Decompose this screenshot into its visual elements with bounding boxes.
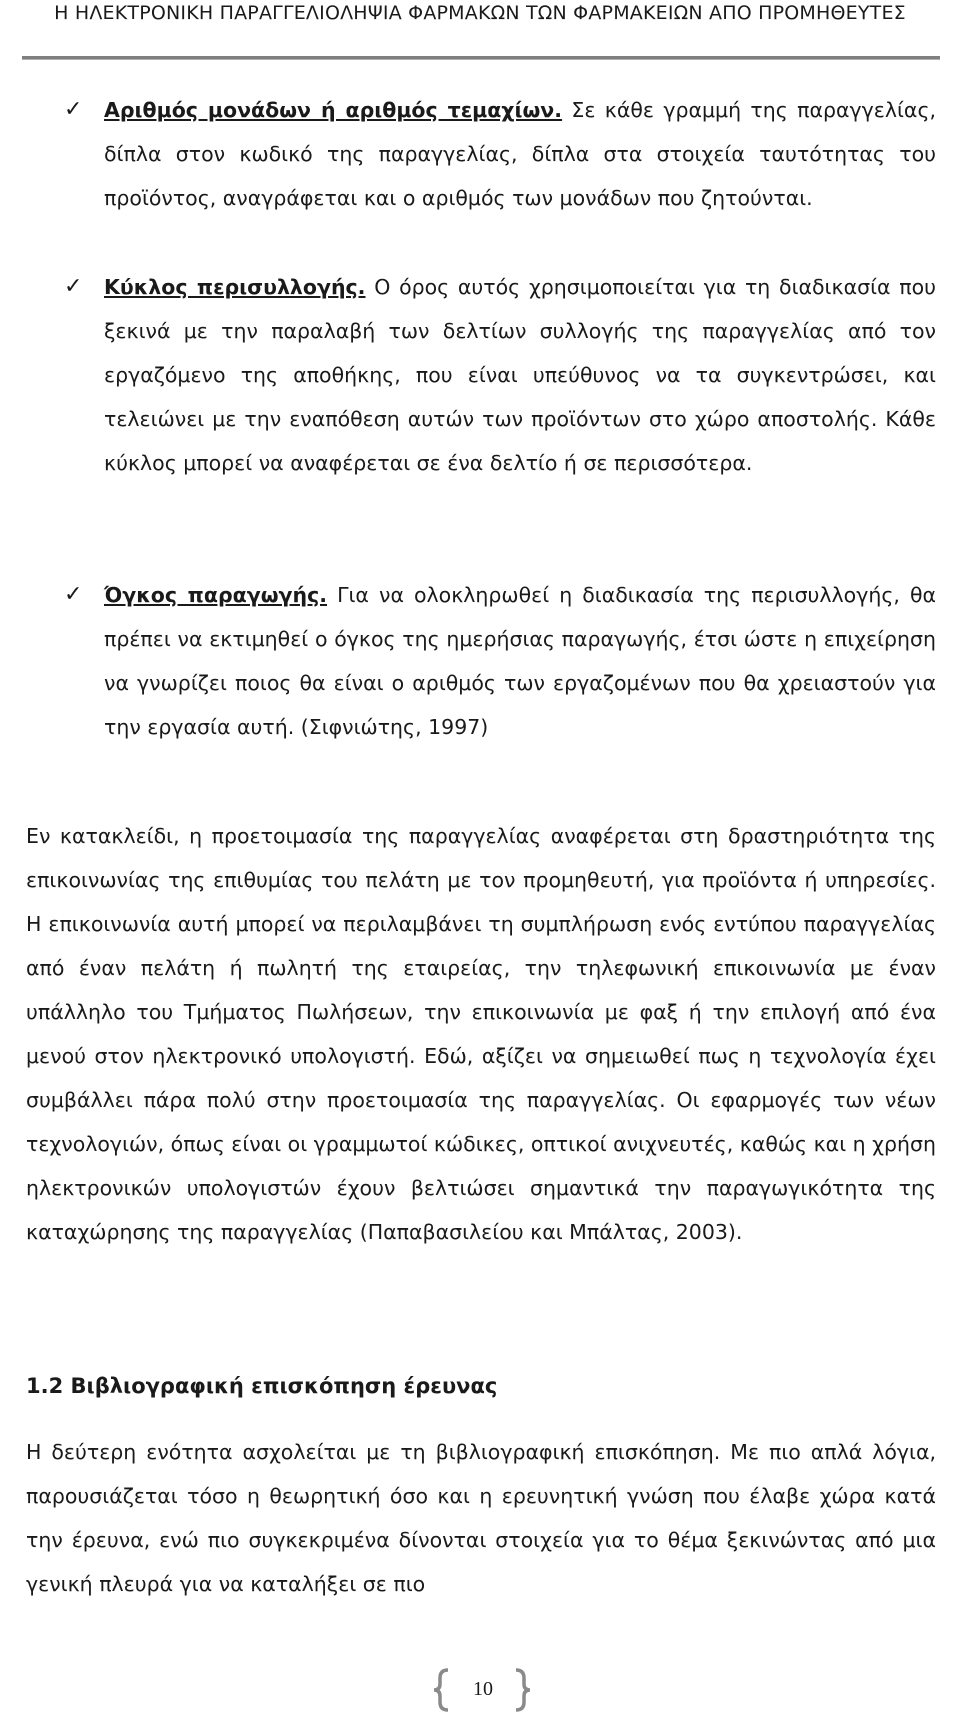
- bullet-term: Κύκλος περισυλλογής.: [104, 275, 366, 299]
- bullet-item-units: [104, 88, 936, 220]
- bullet-text: Σε κάθε γραμμή της παραγγελίας, δίπλα στον κωδικό της παραγγελίας, δίπλα στα στοιχεία ταυτότητας του προϊόντος, αναγράφεται και ο αριθμός των μονάδων που ζητούνται.: [104, 98, 936, 210]
- section-heading: 1.2 Βιβλιογραφική επισκόπηση έρευνας: [26, 1374, 498, 1398]
- running-header: Η ΗΛΕΚΤΡΟΝΙΚΗ ΠΑΡΑΓΓΕΛΙΟΛΗΨΙΑ ΦΑΡΜΑΚΩΝ ΤΩΝ ΦΑΡΜΑΚΕΙΩΝ ΑΠΟ ΠΡΟΜΗΘΕΥΤΕΣ: [54, 2, 906, 24]
- bullet-item-production-volume: [104, 573, 936, 749]
- right-brace-icon: [512, 1668, 532, 1712]
- bullet-item-picking-cycle: [104, 265, 936, 485]
- bullet-term: Όγκος παραγωγής.: [104, 583, 328, 607]
- bullet-text: Ο όρος αυτός χρησιμοποιείται για τη διαδικασία που ξεκινά με την παραλαβή των δελτίων συλλογής της παραγγελίας από τον εργαζόμενο της αποθήκης, που είναι υπεύθυνος να τα συγκεντρώσει, και τελειώνει με την εναπόθεση αυτών των προϊόντων στο χώρο αποστολής. Κάθε κύκλος μπορεί να αναφέρεται σε ένα δελτίο ή σε περισσότερα.: [104, 275, 937, 475]
- checkmark-icon: ✓: [64, 582, 83, 607]
- left-brace-icon: [432, 1668, 452, 1712]
- bullet-text: Για να ολοκληρωθεί η διαδικασία της περισυλλογής, θα πρέπει να εκτιμηθεί ο όγκος της ημερήσιας παραγωγής, έτσι ώστε η επιχείρηση να γνωρίζει ποιος θα είναι ο αριθμός των εργαζομένων που θα χρειαστούν για την εργασία αυτή. (Σιφνιώτης, 1997): [104, 583, 936, 739]
- checkmark-icon: ✓: [64, 97, 83, 122]
- checkmark-icon: ✓: [64, 274, 83, 299]
- bullet-term: Αριθμός μονάδων ή αριθμός τεμαχίων.: [104, 98, 563, 122]
- paragraph-review: Η δεύτερη ενότητα ασχολείται με τη βιβλιογραφική επισκόπηση. Με πιο απλά λόγια, παρουσιάζεται τόσο η θεωρητική όσο και η ερευνητική γνώση που έλαβε χώρα κατά την έρευνα, ενώ πιο συγκεκριμένα δίνονται στοιχεία για το θέμα ξεκινώντας από μια γενική πλευρά για να καταλήξει σε πιο: [26, 1440, 936, 1596]
- paragraph-conclusion: Εν κατακλείδι, η προετοιμασία της παραγγελίας αναφέρεται στη δραστηριότητα της επικοινωνίας της επιθυμίας του πελάτη με τον προμηθευτή, για προϊόντα ή υπηρεσίες. Η επικοινωνία αυτή μπορεί να περιλαμβάνει τη συμπλήρωση ενός εντύπου παραγγελίας από έναν πελάτη ή πωλητή της εταιρείας, την τηλεφωνική επικοινωνία με έναν υπάλληλο του Τμήματος Πωλήσεων, την επικοινωνία με φαξ ή την επιλογή από ένα μενού στον ηλεκτρονικό υπολογιστή. Εδώ, αξίζει να σημειωθεί πως η τεχνολογία έχει συμβάλλει πάρα πολύ στην προετοιμασία της παραγγελίας. Οι εφαρμογές των νέων τεχνολογιών, όπως είναι οι γραμμωτοί κώδικες, οπτικοί ανιχνευτές, καθώς και η χρήση ηλεκτρονικών υπολογιστών έχουν βελτιώσει σημαντικά την παραγωγικότητα της καταχώρησης της παραγγελίας (Παπαβασιλείου και Μπάλτας, 2003).: [26, 824, 936, 1244]
- page-footer: [0, 1668, 960, 1712]
- header-divider: [22, 56, 940, 60]
- page-number: 10: [473, 1678, 493, 1700]
